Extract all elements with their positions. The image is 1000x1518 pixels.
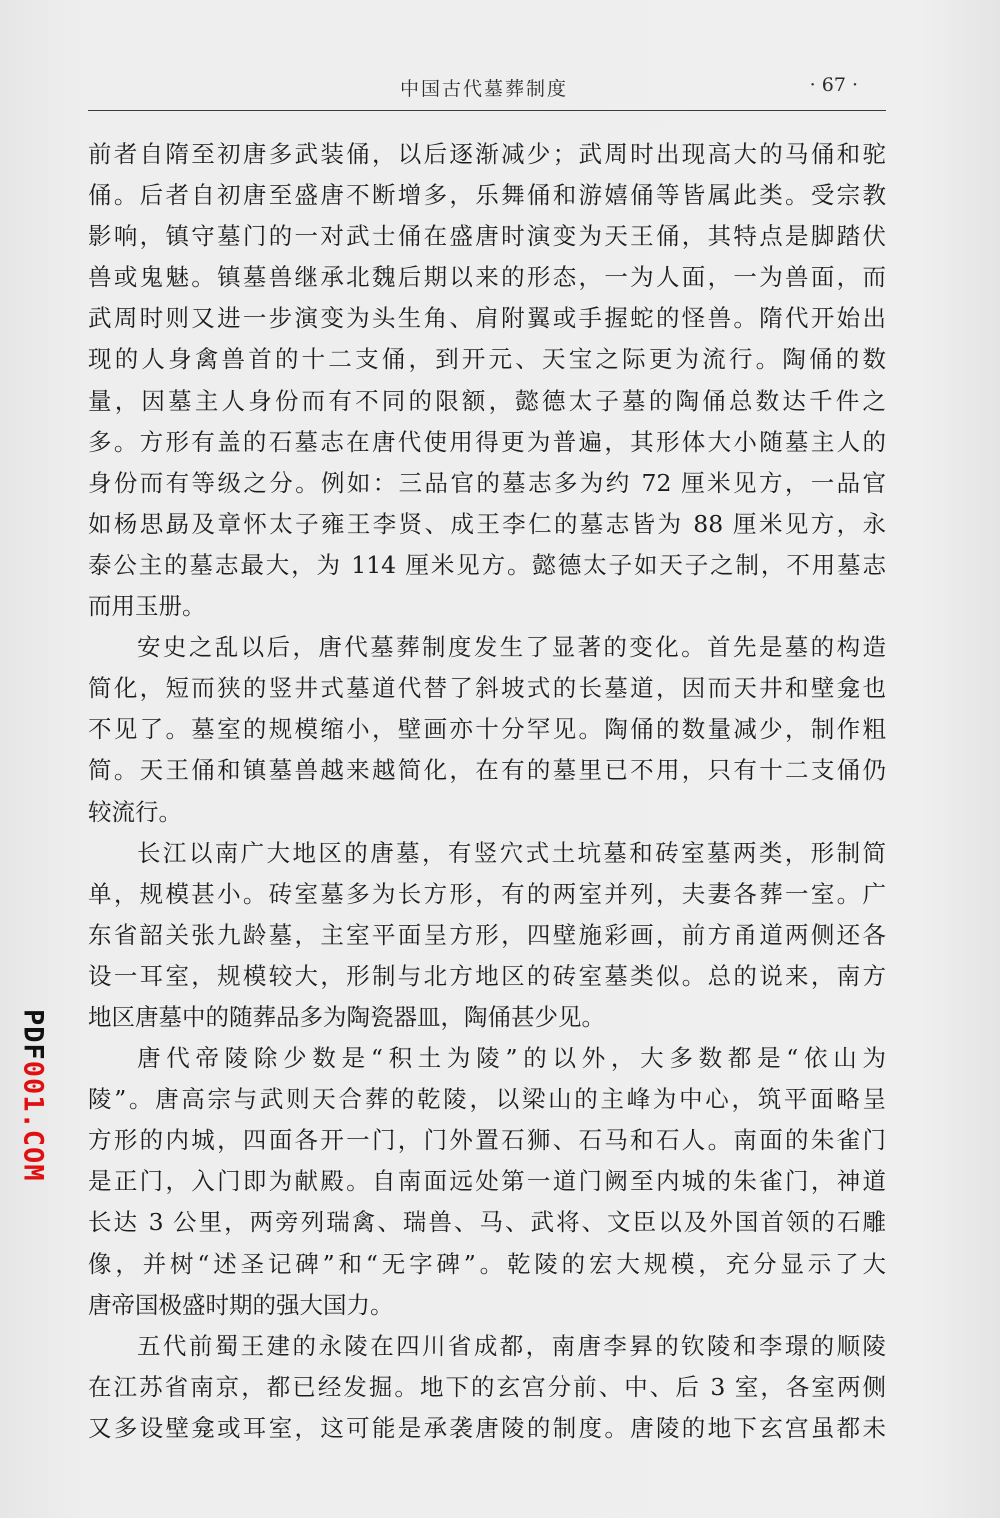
watermark (12, 995, 54, 1195)
text-line: 又多设壁龛或耳室，这可能是承袭唐陵的制度。唐陵的地下玄宫虽都未 (88, 1413, 886, 1442)
text-line: 陵”。唐高宗与武则天合葬的乾陵，以梁山的主峰为中心，筑平面略呈 (88, 1085, 886, 1114)
text-line: 前者自隋至初唐多武装俑，以后逐渐减少；武周时出现高大的马俑和驼 (88, 140, 886, 168)
text-line: 地区唐墓中的随葬品多为陶瓷器皿，陶俑甚少见。 (88, 1002, 605, 1031)
text-line: 唐代帝陵除少数是“积土为陵”的以外，大多数都是“依山为 (137, 1044, 886, 1073)
running-header-title: 中国古代墓葬制度 (400, 78, 569, 100)
text-line: 身份而有等级之分。例如：三品官的墓志多为约 72 厘米见方，一品官 (88, 468, 886, 497)
text-line: 像，并树“述圣记碑”和“无字碑”。乾陵的宏大规模，充分显示了大 (88, 1249, 886, 1278)
text-line: 现的人身禽兽首的十二支俑，到开元、天宝之际更为流行。陶俑的数 (88, 345, 886, 374)
text-line: 是正门，入门即为献殿。自南面远处第一道门阙至内城的朱雀门，神道 (88, 1167, 886, 1196)
text-line: 在江苏省南京，都已经发掘。地下的玄宫分前、中、后 3 室，各室两侧 (88, 1372, 886, 1401)
text-line: 方形的内城，四面各开一门，门外置石狮、石马和石人。南面的朱雀门 (88, 1126, 886, 1155)
text-line: 单，规模甚小。砖室墓多为长方形，有的两室并列，夫妻各葬一室。广 (88, 879, 886, 908)
body-text (88, 134, 886, 1449)
text-line: 泰公主的墓志最大，为 114 厘米见方。懿德太子如天子之制，不用墓志 (88, 550, 886, 579)
text-line: 兽或鬼魅。镇墓兽继承北魏后期以来的形态，一为人面，一为兽面，而 (88, 263, 886, 292)
text-line: 俑。后者自初唐至盛唐不断增多，乐舞俑和游嬉俑等皆属此类。受宗教 (88, 181, 886, 210)
text-line: 量，因墓主人身份而有不同的限额，懿德太子墓的陶俑总数达千件之 (88, 386, 886, 415)
text-line: 唐帝国极盛时期的强大国力。 (88, 1290, 394, 1319)
text-line: 较流行。 (88, 797, 182, 826)
running-header (88, 74, 886, 108)
text-line: 简化，短而狭的竖井式墓道代替了斜坡式的长墓道，因而天井和壁龛也 (88, 674, 886, 703)
text-line: 东省韶关张九龄墓，主室平面呈方形，四壁施彩画，前方甬道两侧还各 (88, 920, 886, 949)
text-line: 多。方形有盖的石墓志在唐代使用得更为普遍，其形体大小随墓主人的 (88, 427, 886, 456)
text-line: 而用玉册。 (88, 592, 206, 621)
text-line: 五代前蜀王建的永陵在四川省成都，南唐李昪的钦陵和李璟的顺陵 (137, 1331, 886, 1360)
text-line: 长达 3 公里，两旁列瑞禽、瑞兽、马、武将、文臣以及外国首领的石雕 (88, 1208, 886, 1237)
watermark-text (18, 1009, 49, 1182)
text-line: 设一耳室，规模较大，形制与北方地区的砖室墓类似。总的说来，南方 (88, 961, 886, 990)
text-line: 不见了。墓室的规模缩小，壁画亦十分罕见。陶俑的数量减少，制作粗 (88, 715, 886, 744)
text-line: 简。天王俑和镇墓兽越来越简化，在有的墓里已不用，只有十二支俑仍 (88, 756, 886, 785)
text-line: 武周时则又进一步演变为头生角、肩附翼或手握蛇的怪兽。隋代开始出 (88, 304, 886, 333)
header-rule (88, 110, 886, 111)
text-line: 影响，镇守墓门的一对武士俑在盛唐时演变为天王俑，其特点是脚踏伏 (88, 222, 886, 251)
text-line: 长江以南广大地区的唐墓，有竖穴式土坑墓和砖室墓两类，形制简 (137, 838, 886, 867)
watermark-suffix: 001.COM (17, 1060, 49, 1182)
watermark-prefix: PDF (17, 1008, 49, 1061)
text-line: 如杨思勗及章怀太子雍王李贤、成王李仁的墓志皆为 88 厘米见方，永 (88, 509, 886, 538)
text-line: 安史之乱以后，唐代墓葬制度发生了显著的变化。首先是墓的构造 (137, 633, 886, 662)
page-number: · 67 · (809, 74, 858, 96)
